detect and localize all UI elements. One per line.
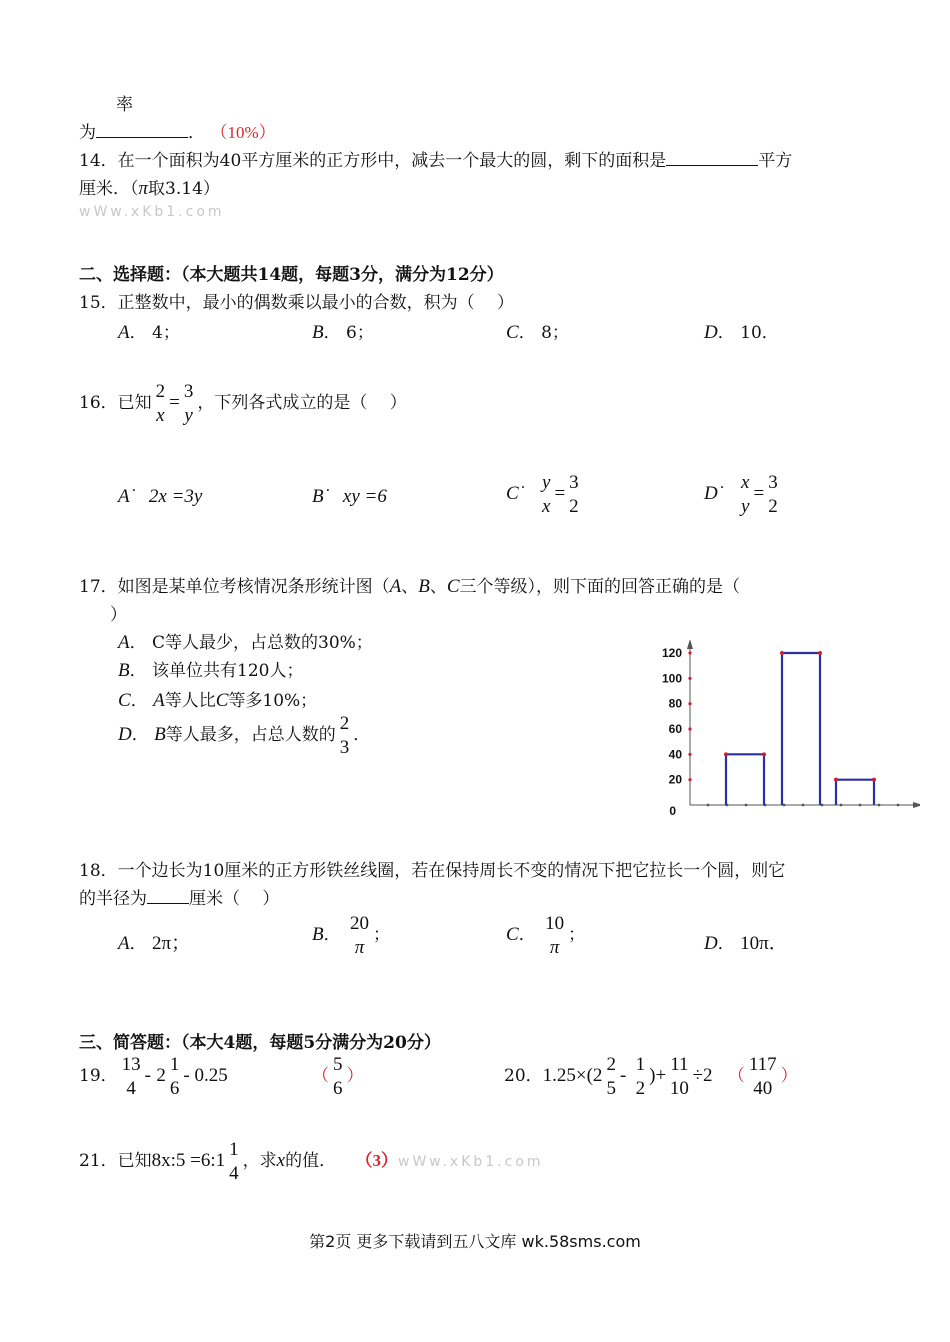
numerator: 13 <box>121 1054 141 1075</box>
q16-option-b[interactable]: B˙ xy =6 <box>312 486 387 507</box>
x-tick-dot <box>745 804 748 807</box>
denominator: 40 <box>753 1078 773 1099</box>
y-tick-dot <box>688 727 691 730</box>
q18-option-d[interactable]: D． 10π． <box>704 933 788 954</box>
q19-tail: - 0.25 <box>183 1065 228 1086</box>
option-tail: ； <box>373 925 391 945</box>
q14-line2 <box>79 174 220 200</box>
y-tick-label: 20 <box>668 772 682 787</box>
y-tick-label: 60 <box>668 722 682 736</box>
option-text: 10π． <box>740 933 788 954</box>
denominator: 6 <box>333 1078 343 1099</box>
minus: - <box>619 1065 627 1086</box>
q19 <box>79 1055 228 1098</box>
q16-suffix: ，下列各式成立的是（ ） <box>197 393 407 413</box>
watermark: wWw.xKb1.com <box>79 204 225 220</box>
q18-option-a[interactable]: A． 2π； <box>118 933 191 954</box>
numerator: 1 <box>169 1054 180 1075</box>
q16-optA-expr: 2x =3y <box>148 486 203 507</box>
bar-corner-dot <box>834 778 838 782</box>
option-letter: A <box>118 322 130 343</box>
bar-corner-dot <box>762 752 766 756</box>
q17-stem-c: ） <box>110 605 127 625</box>
bar-corner-dot <box>724 752 728 756</box>
option-text: 8； <box>541 323 569 343</box>
q18-line2-a: 的半径为 <box>79 889 147 909</box>
paren: （ <box>312 1066 329 1085</box>
q16-optB-expr: xy =6 <box>342 486 387 507</box>
bar-C <box>836 780 874 805</box>
numerator: 2 <box>155 381 166 402</box>
numerator: 11 <box>670 1054 689 1075</box>
q16-frac-1 <box>154 382 168 425</box>
x-tick-dot <box>802 804 805 807</box>
q18-option-b[interactable]: B． 20 π ； <box>312 913 391 958</box>
numerator: x <box>741 472 750 493</box>
option-tail: ； <box>568 925 586 945</box>
denominator: 2 <box>635 1078 646 1099</box>
denominator: x <box>156 405 165 426</box>
denominator: 2 <box>768 496 778 517</box>
q17-optC-c: C <box>215 690 229 711</box>
minus: - <box>144 1065 151 1086</box>
x-tick-dot <box>897 804 900 807</box>
y-tick-dot <box>688 651 691 654</box>
q21-mid: ，求 <box>242 1151 277 1171</box>
q20-expr-c: ÷2 <box>692 1065 713 1086</box>
q17-B: B <box>418 576 430 597</box>
q13-line1: 率 <box>116 95 133 115</box>
whole: 2 <box>156 1065 166 1086</box>
denominator: π <box>354 937 365 958</box>
option-letter: B <box>312 322 324 343</box>
q17-optD-e: ． <box>353 725 371 745</box>
denominator: 4 <box>229 1163 239 1184</box>
q14-pi: π <box>138 178 149 199</box>
y-tick-label: 100 <box>661 671 682 686</box>
q13-answer: （10%） <box>219 123 276 142</box>
q18-line2-b: 厘米（ ） <box>189 889 280 909</box>
numerator: 5 <box>333 1054 343 1075</box>
q21-var: x <box>276 1150 286 1171</box>
q17-optC-a: A <box>153 690 165 711</box>
q15-option-d[interactable]: D． 10． <box>704 322 779 343</box>
q20-expr-b: ) <box>649 1065 656 1086</box>
q21-suffix: 的值． <box>285 1151 337 1171</box>
y-tick-label: 120 <box>661 646 682 660</box>
page-footer: 第2页 更多下载请到五八文库 wk.58sms.com <box>309 1232 641 1251</box>
y-tick-dot <box>688 677 691 680</box>
x-tick-dot <box>707 804 710 807</box>
option-text: 该单位共有120人； <box>152 661 304 681</box>
q17-optD-a: B <box>154 724 166 745</box>
option-text: 6； <box>346 323 374 343</box>
q13-line2 <box>79 118 276 143</box>
option-text: C等人最少，占总数的30%； <box>152 633 373 653</box>
q17-option-b[interactable]: B． 该单位共有120人； <box>118 660 304 681</box>
q14-blank[interactable] <box>666 149 758 166</box>
y-tick-label: 80 <box>668 696 682 711</box>
q15-stem: 15．正整数中，最小的偶数乘以最小的合数，积为（ ） <box>79 293 515 313</box>
bar-A <box>726 754 764 805</box>
numerator: 3 <box>569 472 579 493</box>
option-text: 10． <box>740 323 779 343</box>
numerator: 1 <box>635 1054 646 1075</box>
q16-option-c[interactable]: C˙ y x = 3 2 <box>506 472 579 517</box>
q18-option-c[interactable]: C． 10 π ； <box>506 913 586 958</box>
numerator: 20 <box>350 913 370 934</box>
y-tick-dot <box>688 778 691 781</box>
bar-corner-dot <box>872 778 876 782</box>
bar-B <box>782 653 820 805</box>
q17-stem <box>79 572 740 598</box>
q17-sep: 、 <box>401 577 419 597</box>
x-axis-arrow <box>913 802 920 808</box>
q18-blank[interactable] <box>147 887 189 904</box>
q17-option-c[interactable]: C． A等人比C等多10%； <box>118 690 318 711</box>
q14-line2-a: 厘米．（ <box>79 179 139 199</box>
denominator: x <box>542 496 551 517</box>
q13-blank[interactable] <box>96 121 188 138</box>
q19-answer <box>312 1055 364 1098</box>
equals: = <box>554 483 566 504</box>
q16-equals: = <box>169 392 180 413</box>
q14-line1 <box>79 146 792 171</box>
denominator: y <box>184 405 193 426</box>
q17-option-a[interactable]: A． C等人最少，占总数的30%； <box>118 632 373 653</box>
bar-corner-dot <box>780 651 784 655</box>
numerator: y <box>542 472 551 493</box>
q18-line1: 18．一个边长为10厘米的正方形铁丝线圈，若在保持周长不变的情况下把它拉长一个圆，则它 <box>79 861 786 881</box>
q18-line2 <box>79 884 279 909</box>
q13-suffix: ． <box>188 123 205 143</box>
q15-option-a[interactable]: A． 4； <box>118 322 180 343</box>
paren: ） <box>780 1066 798 1085</box>
q15-option-b[interactable]: B． 6； <box>312 322 374 343</box>
q17-stem-a: 17．如图是某单位考核情况条形统计图（ <box>79 577 390 597</box>
q16-frac-2 <box>182 382 196 425</box>
q16-prefix: 16．已知 <box>79 393 152 413</box>
q16-stem <box>79 382 407 425</box>
q17-A: A <box>389 576 402 597</box>
x-tick-dot <box>878 804 881 807</box>
option-letter: C <box>506 322 519 343</box>
numerator: 117 <box>748 1054 777 1075</box>
y-tick-label: 40 <box>668 747 682 762</box>
plus: + <box>655 1065 667 1086</box>
paren: ） <box>346 1066 364 1085</box>
equals: = <box>753 483 765 504</box>
bar-chart <box>640 640 920 825</box>
section2-title: 二、选择题：（本大题共14题，每题3分，满分为12分） <box>79 265 504 285</box>
q17-optC-d: 等多10%； <box>228 691 318 711</box>
denominator: 5 <box>606 1078 616 1099</box>
q17-stem-b: 三个等级），则下面的回答正确的是（ <box>459 577 741 597</box>
q15-option-c[interactable]: C． 8； <box>506 322 569 343</box>
numerator: 1 <box>229 1139 239 1160</box>
denominator: 4 <box>126 1078 136 1099</box>
q17-C: C <box>446 576 460 597</box>
q16-option-a[interactable]: A˙ 2x =3y <box>118 486 203 507</box>
paren: （ <box>727 1066 745 1085</box>
denominator: 2 <box>569 496 579 517</box>
q21-expr: 8x:5 =6:1 <box>151 1150 226 1171</box>
option-text: 4； <box>152 323 180 343</box>
q21-prefix: 21．已知 <box>79 1151 152 1171</box>
q19-num: 19． <box>79 1066 118 1086</box>
watermark: wWw.xKb1.com <box>398 1154 544 1170</box>
q20-expr-a: 1.25×(2 <box>542 1065 603 1086</box>
x-tick-dot <box>840 804 843 807</box>
numerator: 2 <box>606 1054 616 1075</box>
q14-text: 14．在一个面积为40平方厘米的正方形中，减去一个最大的圆，剩下的面积是 <box>79 151 667 171</box>
numerator: 3 <box>183 381 194 402</box>
q17-option-d[interactable]: D． B等人最多，占总人数的 2 3 ． <box>118 713 371 758</box>
denominator: y <box>741 496 750 517</box>
numerator: 2 <box>339 713 350 734</box>
denominator: 10 <box>669 1078 689 1099</box>
y-tick-dot <box>688 702 691 705</box>
numerator: 3 <box>768 472 778 493</box>
q21-answer: （3） <box>355 1151 399 1170</box>
q14-unit: 平方 <box>758 151 793 171</box>
denominator: 6 <box>169 1078 180 1099</box>
y-axis-arrow <box>687 640 693 649</box>
q20-num: 20． <box>504 1066 543 1086</box>
bar-corner-dot <box>818 651 822 655</box>
q21 <box>79 1140 544 1183</box>
x-tick-dot <box>859 804 862 807</box>
option-text: 2π； <box>152 933 191 954</box>
y-tick-dot <box>688 753 691 756</box>
q14-line2-b: 取3.14） <box>148 179 220 199</box>
q17-sep: 、 <box>429 577 447 597</box>
denominator: π <box>549 937 560 958</box>
section3-title: 三、简答题：（本大4题，每题5分满分为20分） <box>79 1033 441 1053</box>
q17-optC-b: 等人比 <box>164 691 216 711</box>
q16-option-d[interactable]: D˙ x y = 3 2 <box>704 472 778 517</box>
q17-optD-b: 等人最多，占总人数的 <box>165 725 336 745</box>
q20 <box>504 1055 798 1098</box>
q13-prefix: 为 <box>79 123 96 143</box>
denominator: 3 <box>339 737 350 758</box>
numerator: 10 <box>545 913 565 934</box>
y-tick-label: 0 <box>669 804 676 818</box>
option-letter: D <box>704 322 718 343</box>
